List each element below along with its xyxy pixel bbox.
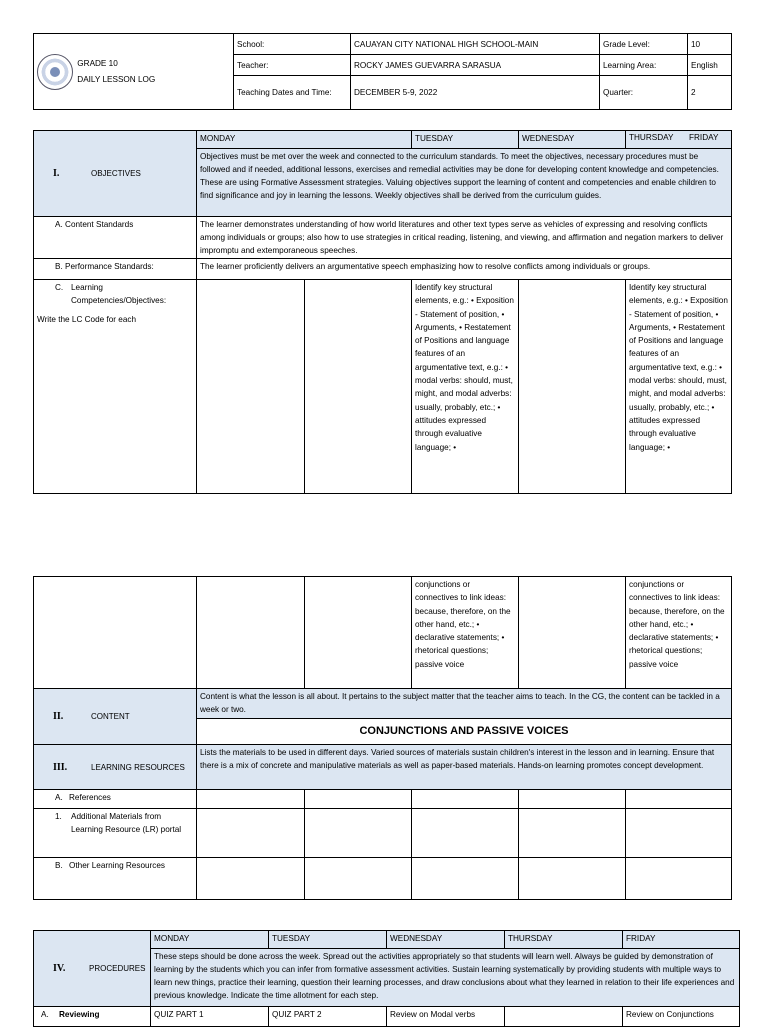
objectives-label-cell xyxy=(34,131,197,217)
content-standards-text: The learner demonstrates understanding of how world literatures and other text types serve as vehicles of expressing and resolving conflicts among individuals or groups; also how to use strategies in critical reading, listening, and viewing, and affirmation and negation markers to deliver impromptu and extemporaneous speeches. xyxy=(197,217,732,259)
ref-wednesday xyxy=(412,790,519,809)
reviewing-friday: Review on Conjunctions xyxy=(623,1007,740,1027)
dates-label: Teaching Dates and Time: xyxy=(234,76,351,110)
log-title: DAILY LESSON LOG xyxy=(77,74,156,84)
procedures-text: These steps should be done across the week. Spread out the activities appropriately so that students will learn well. Always be guided by demonstration of learning by the students which you can infer from formative assessment activities. Sustain learning systematically by providing students with multiple ways to learn new things, practice their learning, question their learning processes, and draw conclusions about what they learned in relation to their life experiences and previous knowledge. Indicate the time allotment for each step. xyxy=(151,949,740,1007)
resources-label: LEARNING RESOURCES xyxy=(91,762,185,772)
day-monday: MONDAY xyxy=(197,131,412,149)
competencies-label: Learning Competencies/Objectives: xyxy=(71,283,167,305)
lc-thursday xyxy=(519,280,626,494)
school-value: CAUAYAN CITY NATIONAL HIGH SCHOOL-MAIN xyxy=(351,34,600,55)
content-label: CONTENT xyxy=(91,712,130,721)
day-wednesday: WEDNESDAY xyxy=(519,131,626,149)
lc-cont-label xyxy=(34,577,197,689)
additional-materials-label-cell xyxy=(34,809,197,858)
lr-wednesday xyxy=(412,809,519,858)
resources-label-cell xyxy=(34,745,197,790)
quarter-value: 2 xyxy=(688,76,732,110)
day-friday: FRIDAY xyxy=(689,133,719,142)
resources-text: Lists the materials to be used in different days. Varied sources of materials sustain children's interest in the lesson and in learning. Ensure that there is a mix of concrete and manipulative materials as well as paper-based materials. Hands-on learning promotes concept development. xyxy=(197,745,732,790)
lr-tuesday xyxy=(305,809,412,858)
performance-standards-num: B. xyxy=(55,262,63,271)
procedures-table xyxy=(33,930,740,1027)
olr-thursday xyxy=(519,858,626,900)
procedures-label-cell xyxy=(34,931,151,1007)
school-label: School: xyxy=(234,34,351,55)
references-label: References xyxy=(69,793,111,802)
lc-monday xyxy=(197,280,305,494)
olr-tuesday xyxy=(305,858,412,900)
lc-friday: Identify key structural elements, e.g.: • Exposition - Statement of position, • Arguments, • Restatement of Positions and language features of an argumentative text, e.g.: • modal verbs: should, must, might, and modal adverbs: usually, probably, etc.; • attitudes expressed through evaluative language; • xyxy=(626,280,732,494)
lr-friday xyxy=(626,809,732,858)
lr-monday xyxy=(197,809,305,858)
references-label-cell xyxy=(34,790,197,809)
additional-materials-label: Additional Materials from Learning Resource (LR) portal xyxy=(71,812,182,834)
competencies-label-cell xyxy=(34,280,197,494)
other-resources-label-cell xyxy=(34,858,197,900)
objectives-label: OBJECTIVES xyxy=(91,169,141,178)
ref-thursday xyxy=(519,790,626,809)
proc-day-friday: FRIDAY xyxy=(623,931,740,949)
lc-cont-wednesday: conjunctions or connectives to link ideas: because, therefore, on the other hand, etc.; • declarative statements; • rhetorical questions; passive voice xyxy=(412,577,519,689)
reviewing-num: A. xyxy=(41,1010,49,1019)
reviewing-wednesday: Review on Modal verbs xyxy=(387,1007,505,1027)
proc-day-wednesday: WEDNESDAY xyxy=(387,931,505,949)
grade-level-label: Grade Level: xyxy=(600,34,688,55)
reviewing-monday: QUIZ PART 1 xyxy=(151,1007,269,1027)
other-resources-label: Other Learning Resources xyxy=(69,861,166,870)
day-thursday: THURSDAY xyxy=(629,133,674,142)
objectives-roman: I. xyxy=(53,168,60,179)
proc-day-tuesday: TUESDAY xyxy=(269,931,387,949)
performance-standards-label-cell xyxy=(34,259,197,280)
lr-thursday xyxy=(519,809,626,858)
learning-area-value: English xyxy=(688,55,732,76)
header-table xyxy=(33,33,732,110)
dates-value: DECEMBER 5-9, 2022 xyxy=(351,76,600,110)
other-resources-num: B. xyxy=(55,861,63,870)
performance-standards-text: The learner proficiently delivers an argumentative speech emphasizing how to resolve conflicts among individuals or groups. xyxy=(197,259,732,280)
content-text: Content is what the lesson is all about. It pertains to the subject matter that the teacher aims to teach. In the CG, the content can be tackled in a week or two. xyxy=(197,689,732,719)
content-standards-label: Content Standards xyxy=(65,220,134,229)
content-resources-table xyxy=(33,576,732,900)
lc-cont-thursday xyxy=(519,577,626,689)
procedures-roman: IV. xyxy=(53,963,66,974)
additional-materials-num: 1. xyxy=(55,812,62,821)
deped-seal-icon xyxy=(37,54,73,90)
ref-monday xyxy=(197,790,305,809)
day-thursday-friday xyxy=(626,131,732,149)
references-num: A. xyxy=(55,793,63,802)
procedures-label: PROCEDURES xyxy=(89,964,146,973)
grade-level-value: 10 xyxy=(688,34,732,55)
competencies-num: C. xyxy=(55,283,64,292)
olr-monday xyxy=(197,858,305,900)
ref-tuesday xyxy=(305,790,412,809)
header-logo-cell xyxy=(34,34,234,110)
teacher-label: Teacher: xyxy=(234,55,351,76)
reviewing-label: Reviewing xyxy=(59,1010,100,1019)
olr-wednesday xyxy=(412,858,519,900)
day-tuesday: TUESDAY xyxy=(412,131,519,149)
proc-day-monday: MONDAY xyxy=(151,931,269,949)
grade-title: GRADE 10 xyxy=(77,58,118,68)
reviewing-tuesday: QUIZ PART 2 xyxy=(269,1007,387,1027)
olr-friday xyxy=(626,858,732,900)
performance-standards-label: Performance Standards: xyxy=(65,262,154,271)
proc-day-thursday: THURSDAY xyxy=(505,931,623,949)
learning-area-label: Learning Area: xyxy=(600,55,688,76)
lc-cont-tuesday xyxy=(305,577,412,689)
content-title: CONJUNCTIONS AND PASSIVE VOICES xyxy=(197,719,732,745)
objectives-text: Objectives must be met over the week and connected to the curriculum standards. To meet the objectives, necessary procedures must be followed and if needed, additional lessons, exercises and remedial activities may be done for developing content knowledge and competencies. These are using Formative Assessment strategies. Valuing objectives support the learning of content and competencies and enable children to find significance and joy in learning the lessons. Weekly objectives shall be derived from the curriculum guides. xyxy=(197,149,732,217)
resources-roman: III. xyxy=(53,761,68,773)
lc-cont-monday xyxy=(197,577,305,689)
content-roman: II. xyxy=(53,711,64,722)
content-label-cell xyxy=(34,689,197,745)
lc-wednesday: Identify key structural elements, e.g.: • Exposition - Statement of position, • Arguments, • Restatement of Positions and language features of an argumentative text, e.g.: • modal verbs: should, must, might, and modal adverbs: usually, probably, etc.; • attitudes expressed through evaluative language; • xyxy=(412,280,519,494)
competencies-note: Write the LC Code for each xyxy=(37,315,137,324)
ref-friday xyxy=(626,790,732,809)
quarter-label: Quarter: xyxy=(600,76,688,110)
objectives-table xyxy=(33,130,732,494)
teacher-value: ROCKY JAMES GUEVARRA SARASUA xyxy=(351,55,600,76)
lc-tuesday xyxy=(305,280,412,494)
content-standards-label-cell xyxy=(34,217,197,259)
lc-cont-friday: conjunctions or connectives to link ideas: because, therefore, on the other hand, etc.; • declarative statements; • rhetorical questions; passive voice xyxy=(626,577,732,689)
content-standards-num: A. xyxy=(55,220,63,229)
